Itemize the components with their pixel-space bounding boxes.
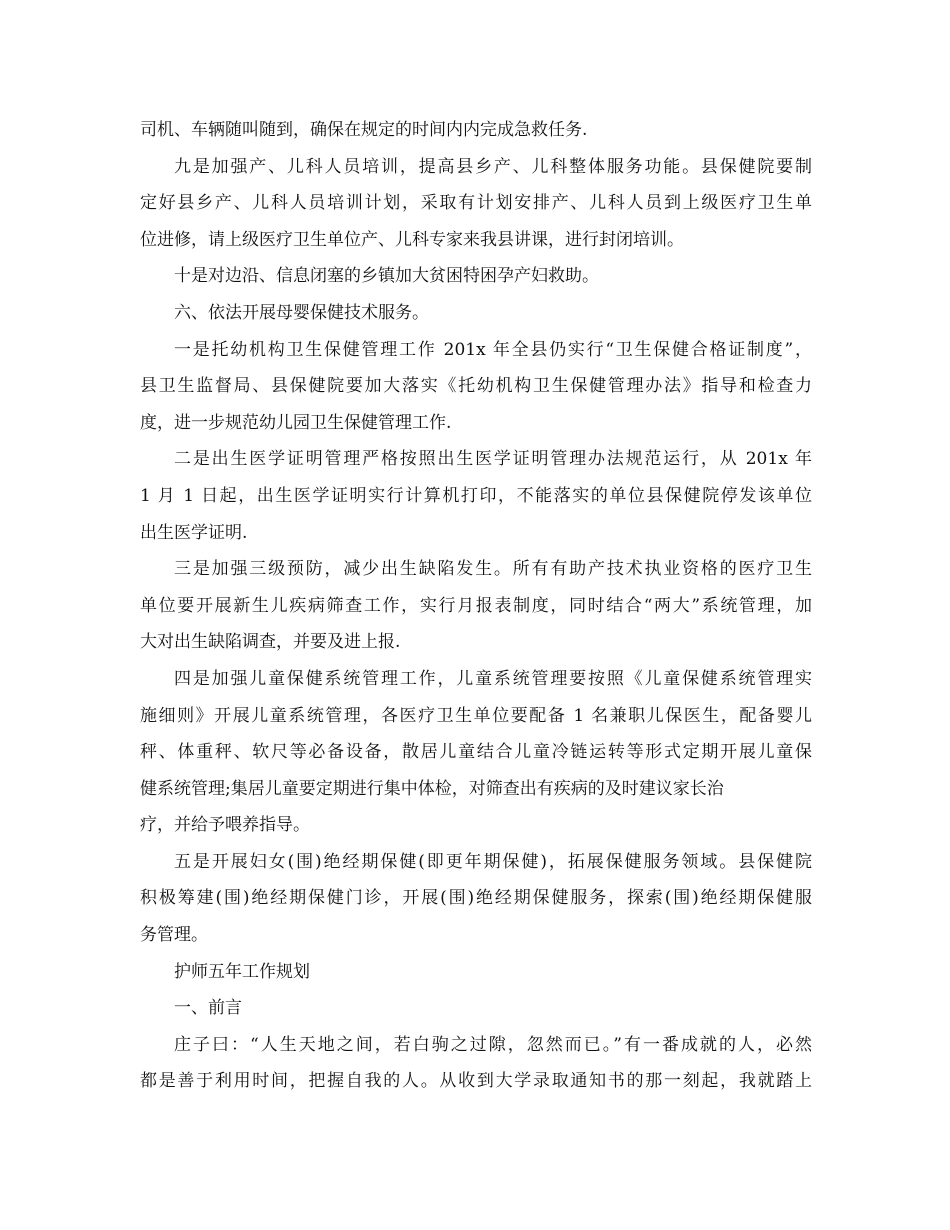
- text-line: 护师五年工作规划: [174, 961, 310, 982]
- text-line: 度，进一步规范幼儿园卫生保健管理工作.: [140, 412, 452, 433]
- text-line: 三是加强三级预防，减少出生缺陷发生。所有有助产技术执业资格的医疗卫生: [174, 559, 812, 580]
- text-line: 疗，并给予喂养指导。: [140, 815, 310, 836]
- document-body: [140, 112, 812, 1100]
- text-line: 二是出生医学证明管理严格按照出生医学证明管理办法规范运行，从 201x 年: [174, 449, 812, 470]
- text-line: 出生医学证明.: [140, 522, 248, 543]
- text-line: 庄子曰：“人生天地之间，若白驹之过隙，忽然而已。”有一番成就的人，必然: [174, 1034, 812, 1055]
- text-line: 司机、车辆随叫随到，确保在规定的时间内内完成急救任务.: [140, 120, 588, 140]
- text-line: 单位要开展新生儿疾病筛查工作，实行月报表制度，同时结合“两大”系统管理，加: [140, 595, 812, 616]
- text-line: 十是对边沿、信息闭塞的乡镇加大贫困特困孕产妇救助。: [174, 266, 599, 287]
- text-line: 六、依法开展母婴保健技术服务。: [174, 302, 429, 323]
- text-line: 积极筹建(围)绝经期保健门诊，开展(围)绝经期保健服务，探索(围)绝经期保健服: [140, 888, 812, 909]
- text-line: 一、前言: [174, 998, 242, 1019]
- text-line: 县卫生监督局、县保健院要加大落实《托幼机构卫生保健管理办法》指导和检查力: [140, 376, 812, 397]
- text-line: 定好县乡产、儿科人员培训计划，采取有计划安排产、儿科人员到上级医疗卫生单: [140, 193, 812, 214]
- text-line: 务管理。: [140, 925, 208, 946]
- text-line: 一是托幼机构卫生保健管理工作 201x 年全县仍实行“卫生保健合格证制度”，: [174, 339, 812, 360]
- text-line: 施细则》开展儿童系统管理，各医疗卫生单位要配备 1 名兼职儿保医生，配备婴儿: [140, 705, 812, 726]
- text-line: 1 月 1 日起，出生医学证明实行计算机打印，不能落实的单位县保健院停发该单位: [140, 485, 812, 506]
- text-line: 都是善于利用时间，把握自我的人。从收到大学录取通知书的那一刻起，我就踏上: [140, 1071, 812, 1092]
- text-line: 四是加强儿童保健系统管理工作，儿童系统管理要按照《儿童保健系统管理实: [174, 668, 812, 689]
- text-line: 五是开展妇女(围)绝经期保健(即更年期保健)，拓展保健服务领域。县保健院: [174, 851, 812, 872]
- text-line: 健系统管理;集居儿童要定期进行集中体检，对筛查出有疾病的及时建议家长治: [140, 778, 724, 799]
- text-line: 九是加强产、儿科人员培训，提高县乡产、儿科整体服务功能。县保健院要制: [174, 156, 812, 177]
- text-line: 大对出生缺陷调查，并要及进上报.: [140, 632, 401, 653]
- text-line: 秤、体重秤、软尺等必备设备，散居儿童结合儿童冷链运转等形式定期开展儿童保: [140, 742, 812, 763]
- text-line: 位进修，请上级医疗卫生单位产、儿科专家来我县讲课，进行封闭培训。: [140, 229, 684, 250]
